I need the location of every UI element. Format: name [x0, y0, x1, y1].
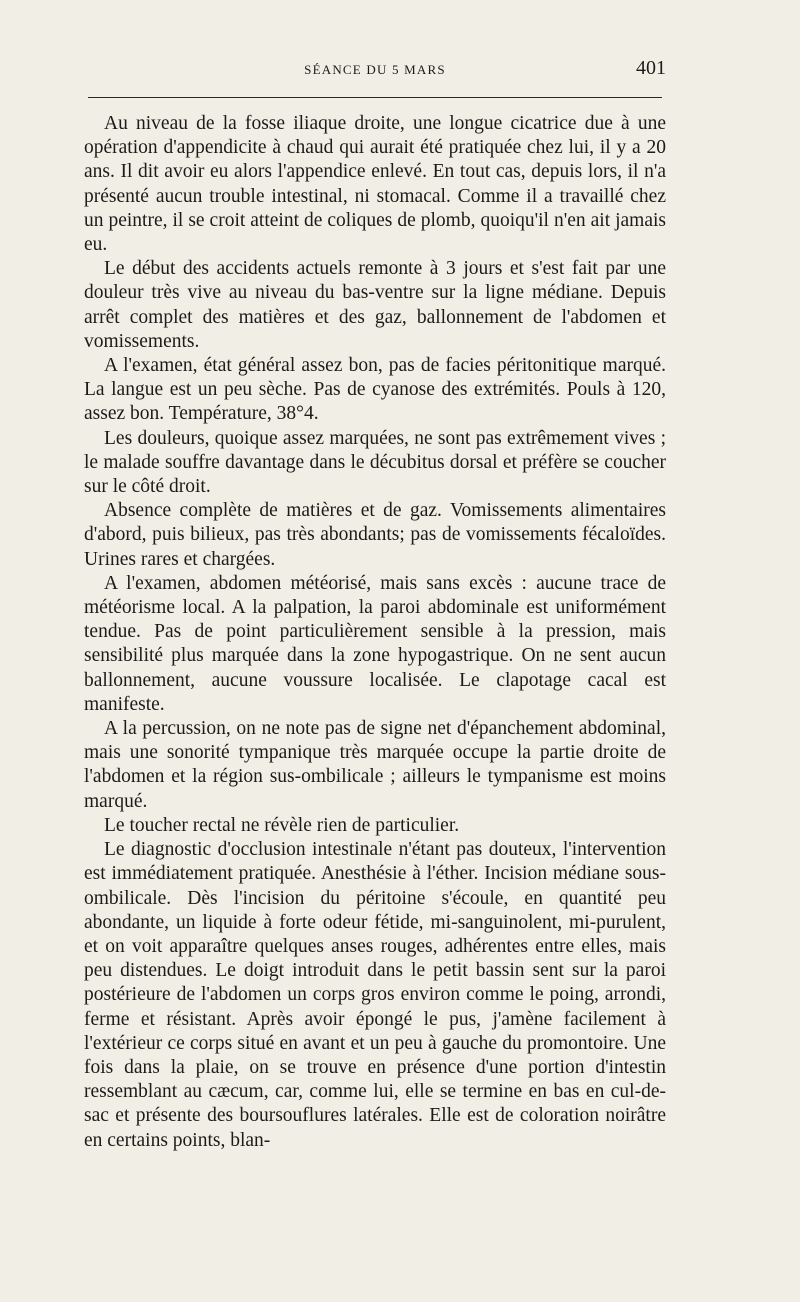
paragraph: A l'examen, état général assez bon, pas de facies péritonitique marqué. La langue est un peu sèche. Pas de cyanose des extrémités. Pouls à 120, assez bon. Température, 38°4. [84, 355, 666, 425]
paragraph: Le début des accidents actuels remonte à 3 jours et s'est fait par une douleur très vive au niveau du bas-ventre sur la ligne médiane. Depuis arrêt complet des matières et des gaz, ballonnement de l'abdomen et vomissements. [84, 258, 666, 352]
header-rule [88, 97, 662, 98]
running-head [84, 57, 666, 90]
page-number: 401 [636, 57, 666, 79]
paragraph: Le diagnostic d'occlusion intestinale n'étant pas douteux, l'intervention est immédiatement pratiquée. Anesthésie à l'éther. Incision médiane sous-ombilicale. Dès l'incision du péritoine s'écoule, en quantité peu abondante, un liquide à forte odeur fétide, mi-sanguinolent, mi-purulent, et on voit apparaître quelques anses rouges, adhérentes entre elles, mais peu distendues. Le doigt introduit dans le petit bassin sent sur la paroi postérieure de l'abdomen un corps gros environ comme le poing, arrondi, ferme et résistant. Après avoir épongé le pus, j'amène facilement à l'extérieur ce corps situé en avant et un peu à gauche du promontoire. Une fois dans la plaie, on se trouve en présence d'une portion d'intestin ressemblant au cæcum, car, comme lui, elle se termine en bas en cul-de-sac et présente des boursouflures latérales. Elle est de coloration noirâtre en certains points, blan- [84, 839, 666, 1151]
paragraph: A l'examen, abdomen météorisé, mais sans excès : aucune trace de météorisme local. A la palpation, la paroi abdominale est uniformément tendue. Pas de point particulièrement sensible à la pression, mais sensibilité plus marquée dans la zone hypogastrique. On ne sent aucun ballonnement, aucune voussure localisée. Le clapotage cacal est manifeste. [84, 572, 666, 715]
body-text [84, 112, 666, 1153]
paragraph: Les douleurs, quoique assez marquées, ne sont pas extrêmement vives ; le malade souffre davantage dans le décubitus dorsal et préfère se coucher sur le côté droit. [84, 427, 666, 498]
paragraph: Absence complète de matières et de gaz. Vomissements alimentaires d'abord, puis bilieux, pas très abondants; pas de vomissements fécaloïdes. Urines rares et chargées. [84, 500, 666, 570]
running-title: SÉANCE DU 5 MARS [304, 62, 446, 77]
paragraph: A la percussion, on ne note pas de signe net d'épanchement abdominal, mais une sonorité tympanique très marquée occupe la partie droite de l'abdomen et la région sus-ombilicale ; ailleurs le tympanisme est moins marqué. [84, 718, 666, 812]
paragraph: Le toucher rectal ne révèle rien de particulier. [104, 814, 460, 836]
paragraph: Au niveau de la fosse iliaque droite, une longue cicatrice due à une opération d'appendicite à chaud qui aurait été pratiquée chez lui, il y a 20 ans. Il dit avoir eu alors l'appendice enlevé. En tout cas, depuis lors, il n'a présenté aucun trouble intestinal, ni stomacal. Comme il a travaillé chez un peintre, il se croit atteint de coliques de plomb, quoiqu'il n'en ait jamais eu. [84, 113, 666, 256]
